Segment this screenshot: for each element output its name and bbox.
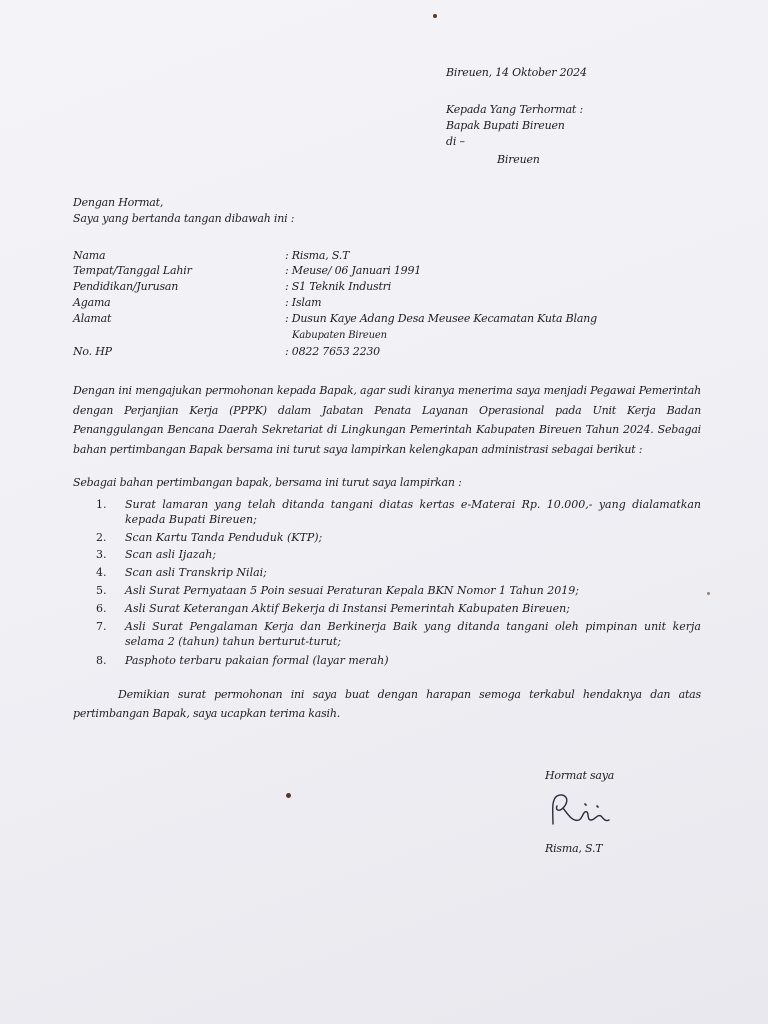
- list-number: 3.: [96, 548, 107, 561]
- identity-label-religion: Agama: [73, 296, 111, 309]
- signature-mark: [545, 790, 615, 832]
- identity-value-address-line2: Kabupaten Bireuen: [292, 330, 387, 341]
- salutation: Dengan Hormat,: [73, 196, 164, 209]
- identity-value-phone: : 0822 7653 2230: [285, 345, 380, 358]
- list-number: 4.: [96, 566, 107, 579]
- identity-label-phone: No. HP: [73, 345, 112, 358]
- identity-value-name: : Risma, S.T: [285, 249, 350, 262]
- intro-line: Saya yang bertanda tangan dibawah ini :: [73, 212, 295, 225]
- recipient-line3: di –: [446, 135, 465, 148]
- identity-value-religion: : Islam: [285, 296, 322, 309]
- list-number: 2.: [96, 531, 107, 544]
- list-text: Scan Kartu Tanda Penduduk (KTP);: [125, 531, 323, 544]
- list-number: 1.: [96, 498, 107, 511]
- list-number: 5.: [96, 584, 107, 597]
- list-number: 8.: [96, 654, 107, 667]
- identity-label-name: Nama: [73, 249, 106, 262]
- closing-paragraph: Demikian surat permohonan ini saya buat dengan harapan semoga terkabul hendaknya dan atas pertimbangan Bapak, saya ucapkan terima kasih.: [73, 688, 701, 720]
- list-text: Asli Surat Keterangan Aktif Bekerja di Instansi Pemerintah Kabupaten Bireuen;: [125, 602, 570, 615]
- list-text: Scan asli Transkrip Nilai;: [125, 566, 267, 579]
- recipient-line1: Kepada Yang Terhormat :: [446, 103, 583, 116]
- signer-name: Risma, S.T: [545, 842, 603, 855]
- list-text: Scan asli Ijazah;: [125, 548, 217, 561]
- identity-label-birth: Tempat/Tanggal Lahir: [73, 264, 192, 277]
- identity-value-education: : S1 Teknik Industri: [285, 280, 392, 293]
- list-text: Pasphoto terbaru pakaian formal (layar merah): [125, 654, 389, 667]
- recipient-line2: Bapak Bupati Bireuen: [446, 119, 565, 132]
- identity-value-birth: : Meuse/ 06 Januari 1991: [285, 264, 422, 277]
- list-text: Asli Surat Pernyataan 5 Poin sesuai Peraturan Kepala BKN Nomor 1 Tahun 2019;: [125, 584, 579, 597]
- recipient-line4: Bireuen: [497, 153, 540, 166]
- attachment-intro: Sebagai bahan pertimbangan bapak, bersama ini turut saya lampirkan :: [73, 476, 462, 489]
- paper-speck: [707, 592, 710, 595]
- body-paragraph: Dengan ini mengajukan permohonan kepada Bapak, agar sudi kiranya menerima saya menjadi Pegawai Pemerintah dengan Perjanjian Kerja (PPPK) dalam Jabatan Penata Layanan Operasional pada Unit Kerja Badan Penanggulangan Bencana Daerah Sekretariat di Lingkungan Pemerintah Kabupaten Bireuen Tahun 2024. Sebagai bahan pertimbangan Bapak bersama ini turut saya lampirkan kelengkapan administrasi sebagai berikut :: [73, 384, 701, 456]
- identity-label-education: Pendidikan/Jurusan: [73, 280, 179, 293]
- list-text: Asli Surat Pengalaman Kerja dan Berkinerja Baik yang ditanda tangani oleh pimpinan unit kerja selama 2 (tahun) tahun berturut-turut;: [125, 620, 701, 648]
- identity-value-address: : Dusun Kaye Adang Desa Meusee Kecamatan Kuta Blang: [285, 312, 597, 325]
- paper-speck: [286, 793, 291, 798]
- list-text: Surat lamaran yang telah ditanda tangani diatas kertas e-Materai Rp. 10.000,- yang dialamatkan kepada Bupati Bireuen;: [125, 498, 701, 526]
- paper-speck: [433, 14, 437, 18]
- list-number: 7.: [96, 620, 107, 633]
- list-number: 6.: [96, 602, 107, 615]
- identity-label-address: Alamat: [73, 312, 112, 325]
- sign-greeting: Hormat saya: [545, 769, 615, 782]
- letter-date: Bireuen, 14 Oktober 2024: [446, 66, 587, 79]
